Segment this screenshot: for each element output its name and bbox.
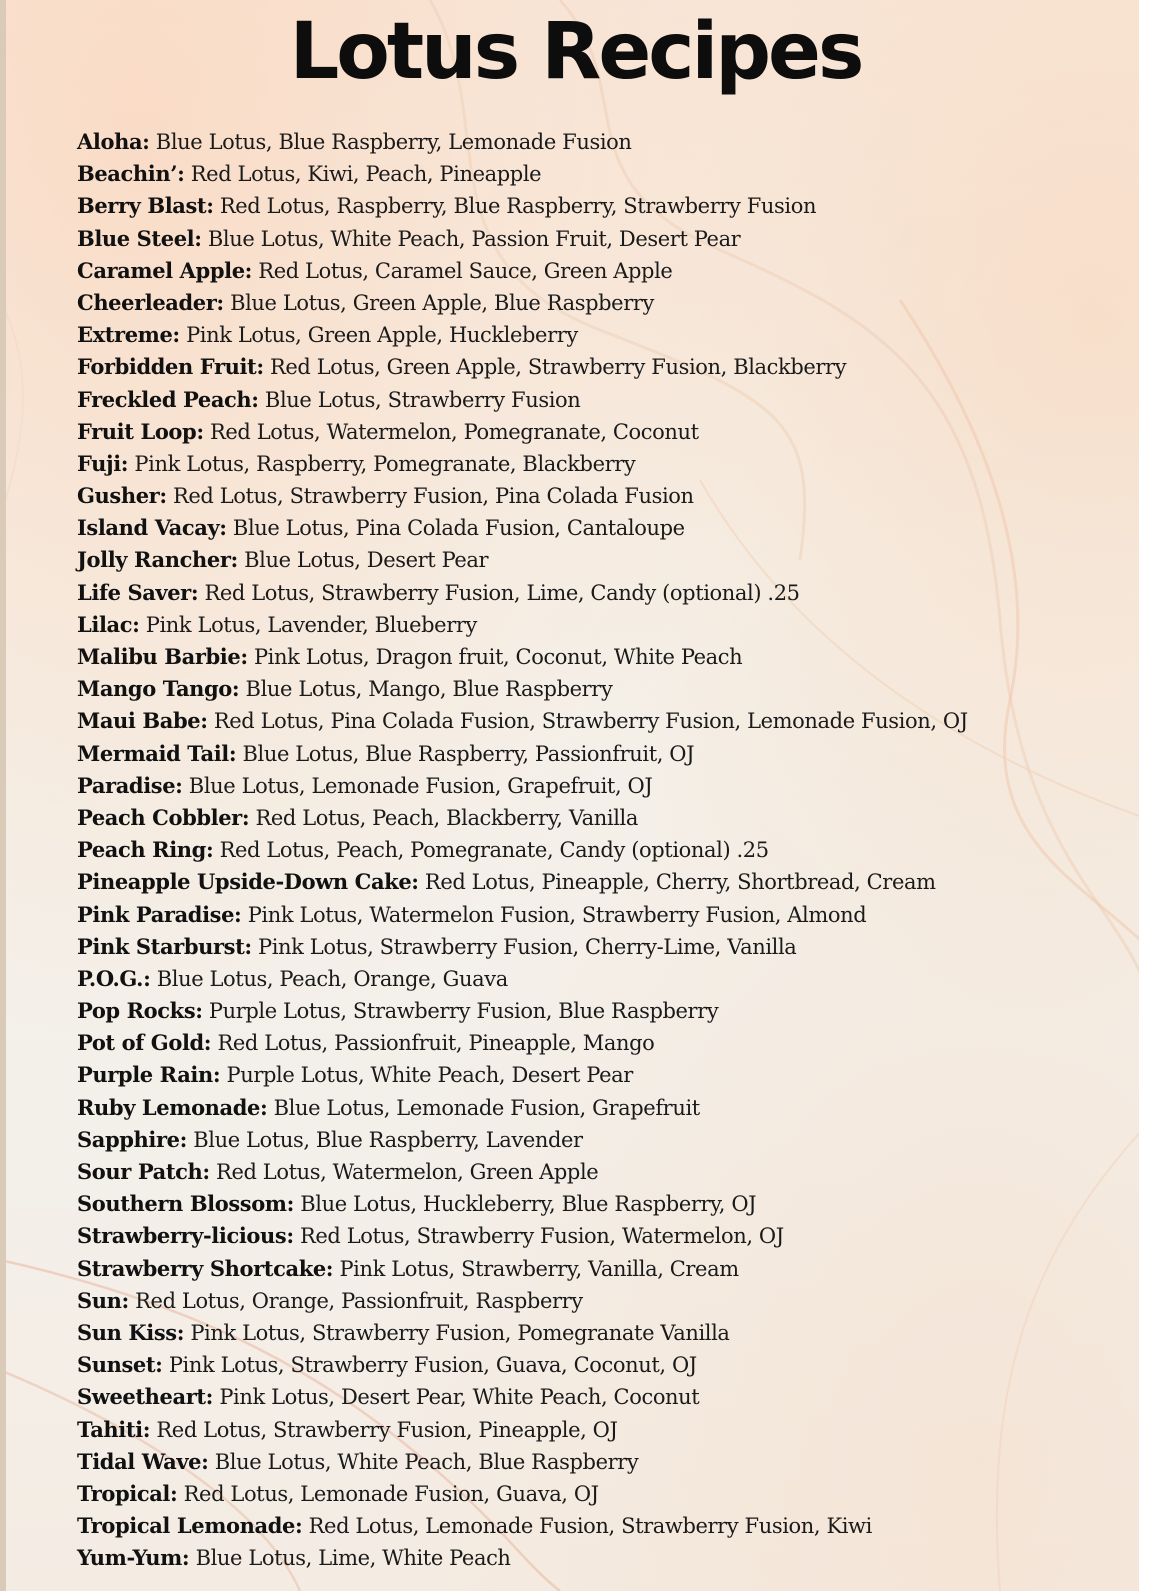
recipe-name: Jolly Rancher: [77,547,238,573]
recipe-name: Freckled Peach: [77,386,259,412]
recipe-item [77,1285,1137,1317]
recipe-name: Strawberry-licious: [77,1223,294,1249]
recipe-ingredients: Red Lotus, Watermelon, Green Apple [216,1160,599,1184]
recipe-ingredients: Blue Lotus, Blue Raspberry, Lavender [193,1127,583,1152]
recipe-item [77,1317,1137,1349]
recipe-ingredients: Blue Lotus, Blue Raspberry, Passionfruit, OJ [242,741,695,766]
recipe-ingredients: Red Lotus, Green Apple, Strawberry Fusion, Blackberry [269,355,847,380]
recipe-name: Aloha: [77,129,150,154]
recipe-ingredients: Blue Lotus, White Peach, Blue Raspberry [214,1449,639,1474]
recipe-ingredients: Pink Lotus, Green Apple, Huckleberry [186,323,578,348]
recipe-item [77,802,1137,834]
page-title: Lotus Recipes [289,7,862,97]
recipe-list [77,126,1137,1574]
recipe-ingredients: Blue Lotus, Lime, White Peach [195,1546,511,1571]
recipe-name: Fuji: [77,450,129,476]
recipe-item [77,1542,1137,1574]
recipe-item [77,319,1137,351]
recipe-name: Berry Blast: [77,193,214,219]
recipe-ingredients: Red Lotus, Peach, Pomegranate, Candy (optional) .25 [219,838,769,863]
recipe-ingredients: Red Lotus, Passionfruit, Pineapple, Mango [217,1031,655,1056]
recipe-ingredients: Red Lotus, Strawberry Fusion, Pina Colada Fusion [172,484,694,509]
page-left-edge [0,0,6,1591]
recipe-ingredients: Blue Lotus, Lemonade Fusion, Grapefruit, OJ [188,773,653,798]
recipe-ingredients: Red Lotus, Watermelon, Pomegranate, Coconut [209,419,699,444]
recipe-ingredients: Purple Lotus, Strawberry Fusion, Blue Raspberry [208,999,719,1024]
recipe-name: Caramel Apple: [77,257,253,283]
recipe-item [77,963,1137,995]
recipe-item [77,1510,1137,1542]
recipe-item [77,126,1137,158]
recipe-name: Yum-Yum: [77,1545,190,1571]
recipe-name: Pineapple Upside-Down Cake: [77,869,419,895]
recipe-name: Pink Starburst: [77,933,252,959]
recipe-ingredients: Red Lotus, Peach, Blackberry, Vanilla [255,805,638,830]
recipe-item [77,351,1137,383]
recipe-name: Gusher: [77,483,167,509]
recipe-ingredients: Red Lotus, Pineapple, Cherry, Shortbread, Cream [424,870,936,895]
recipe-name: Sunset: [77,1352,163,1378]
recipe-name: Beachin’: [77,161,185,187]
recipe-item [77,544,1137,576]
recipe-name: Peach Ring: [77,837,214,863]
recipe-name: Tropical Lemonade: [77,1513,303,1539]
recipe-ingredients: Blue Lotus, Lemonade Fusion, Grapefruit [273,1095,700,1120]
recipe-ingredients: Red Lotus, Strawberry Fusion, Lime, Candy (optional) .25 [204,580,800,605]
recipe-name: Pot of Gold: [77,1030,212,1056]
recipe-name: Malibu Barbie: [77,644,248,669]
recipe-item [77,770,1137,802]
recipe-item [77,1124,1137,1156]
recipe-ingredients: Red Lotus, Orange, Passionfruit, Raspberry [135,1288,583,1313]
recipe-ingredients: Blue Lotus, Pina Colada Fusion, Cantaloupe [232,516,685,541]
recipe-ingredients: Blue Lotus, White Peach, Passion Fruit, Desert Pear [207,226,741,251]
recipe-name: Ruby Lemonade: [77,1094,268,1120]
recipe-name: Strawberry Shortcake: [77,1255,334,1281]
recipe-item [77,255,1137,287]
recipe-ingredients: Blue Lotus, Huckleberry, Blue Raspberry, OJ [300,1192,757,1217]
recipe-name: Tidal Wave: [77,1448,209,1474]
recipe-item [77,158,1137,190]
recipe-ingredients: Pink Lotus, Raspberry, Pomegranate, Blackberry [134,451,636,476]
recipe-ingredients: Red Lotus, Caramel Sauce, Green Apple [258,258,673,283]
page-right-edge [1139,0,1151,1591]
recipe-ingredients: Pink Lotus, Watermelon Fusion, Strawberry Fusion, Almond [247,902,867,927]
recipe-name: Paradise: [77,772,183,798]
recipe-name: Life Saver: [77,579,199,605]
recipe-item [77,931,1137,963]
recipe-ingredients: Blue Lotus, Desert Pear [244,548,489,573]
recipe-ingredients: Red Lotus, Kiwi, Peach, Pineapple [190,162,542,187]
recipe-item [77,416,1137,448]
recipe-ingredients: Purple Lotus, White Peach, Desert Pear [226,1063,633,1088]
recipe-ingredients: Pink Lotus, Strawberry Fusion, Pomegranate Vanilla [190,1320,730,1345]
recipe-name: Peach Cobbler: [77,804,250,830]
recipe-name: Sour Patch: [77,1159,210,1184]
recipe-item [77,673,1137,705]
recipe-item [77,1478,1137,1510]
recipe-item [77,738,1137,770]
recipe-item [77,866,1137,898]
recipe-name: Fruit Loop: [77,418,204,444]
recipe-name: Mermaid Tail: [77,740,237,766]
recipe-item [77,609,1137,641]
recipe-name: Sweetheart: [77,1384,214,1410]
recipe-item [77,1349,1137,1381]
recipe-ingredients: Red Lotus, Lemonade Fusion, Strawberry Fusion, Kiwi [308,1514,872,1539]
recipe-item [77,1156,1137,1188]
recipe-item [77,190,1137,222]
recipe-name: Sun: [77,1287,129,1313]
recipe-ingredients: Blue Lotus, Strawberry Fusion [264,387,581,412]
recipe-item [77,1381,1137,1413]
recipe-ingredients: Blue Lotus, Blue Raspberry, Lemonade Fusion [155,130,632,154]
recipe-name: Southern Blossom: [77,1191,294,1217]
recipe-name: Pink Paradise: [77,901,242,927]
recipe-item [77,899,1137,931]
recipe-name: Tahiti: [77,1416,151,1442]
recipe-ingredients: Pink Lotus, Dragon fruit, Coconut, White Peach [253,645,743,669]
recipe-name: Pop Rocks: [77,998,203,1024]
recipe-ingredients: Pink Lotus, Strawberry Fusion, Cherry-Lime, Vanilla [258,934,797,959]
recipe-item [77,1059,1137,1091]
recipe-item [77,1188,1137,1220]
recipe-item [77,1446,1137,1478]
recipe-ingredients: Red Lotus, Raspberry, Blue Raspberry, Strawberry Fusion [219,194,817,219]
recipe-item [77,287,1137,319]
recipe-ingredients: Pink Lotus, Desert Pear, White Peach, Coconut [219,1385,700,1410]
recipe-item [77,577,1137,609]
recipe-ingredients: Red Lotus, Pina Colada Fusion, Strawberry Fusion, Lemonade Fusion, OJ [213,709,968,734]
recipe-item [77,705,1137,737]
recipe-ingredients: Blue Lotus, Green Apple, Blue Raspberry [230,290,654,315]
recipe-ingredients: Blue Lotus, Mango, Blue Raspberry [245,677,613,702]
recipe-ingredients: Pink Lotus, Lavender, Blueberry [145,612,477,637]
recipe-name: Sun Kiss: [77,1319,185,1345]
recipe-item [77,512,1137,544]
recipe-ingredients: Pink Lotus, Strawberry, Vanilla, Cream [339,1256,739,1281]
recipe-item [77,1092,1137,1124]
recipe-name: Sapphire: [77,1126,187,1152]
recipe-item [77,995,1137,1027]
recipe-name: Blue Steel: [77,225,202,251]
recipe-item [77,223,1137,255]
recipe-name: Maui Babe: [77,708,208,734]
recipe-item [77,834,1137,866]
recipe-ingredients: Pink Lotus, Strawberry Fusion, Guava, Coconut, OJ [168,1353,697,1378]
recipe-item [77,480,1137,512]
recipe-ingredients: Blue Lotus, Peach, Orange, Guava [156,966,508,991]
recipe-name: Tropical: [77,1480,178,1506]
recipe-item [77,448,1137,480]
recipe-name: Island Vacay: [77,515,227,541]
recipe-name: Purple Rain: [77,1062,221,1088]
recipe-item [77,641,1137,673]
recipe-ingredients: Red Lotus, Lemonade Fusion, Guava, OJ [183,1481,599,1506]
recipe-ingredients: Red Lotus, Strawberry Fusion, Pineapple, OJ [156,1417,618,1442]
recipe-name: Extreme: [77,322,180,348]
recipe-item [77,384,1137,416]
recipe-name: Cheerleader: [77,289,224,315]
recipe-name: Forbidden Fruit: [77,354,264,380]
recipe-item [77,1414,1137,1446]
recipe-item [77,1027,1137,1059]
recipe-name: Lilac: [77,611,140,637]
recipe-name: Mango Tango: [77,676,240,702]
recipe-ingredients: Red Lotus, Strawberry Fusion, Watermelon, OJ [299,1224,784,1249]
recipe-item [77,1253,1137,1285]
recipe-item [77,1220,1137,1252]
recipe-name: P.O.G.: [77,965,151,991]
